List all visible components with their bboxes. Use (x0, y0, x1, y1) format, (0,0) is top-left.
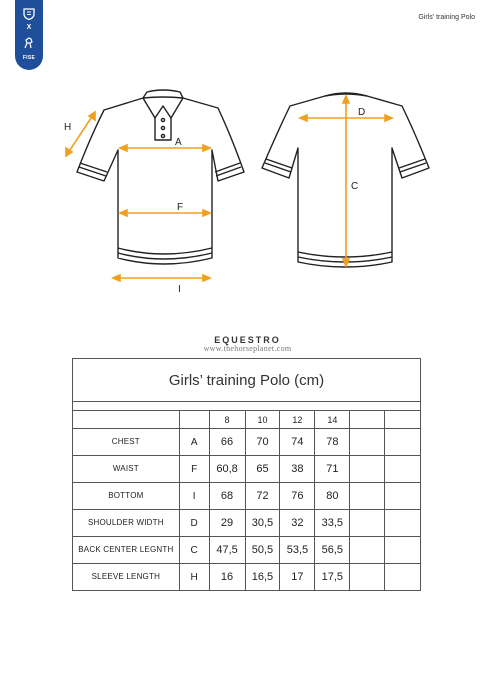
measurement-code: D (179, 510, 209, 537)
measure-lines (66, 96, 392, 281)
measurement-value (385, 483, 421, 510)
measurement-code: A (179, 429, 209, 456)
measurement-value: 68 (209, 483, 245, 510)
measurement-code: H (179, 564, 209, 591)
measurement-value: 56,5 (315, 537, 350, 564)
badge-org: FISE (22, 55, 36, 61)
measurement-value (350, 564, 385, 591)
measurement-code: F (179, 456, 209, 483)
measurement-value (350, 456, 385, 483)
measurement-value: 50,5 (245, 537, 280, 564)
spacer-row (73, 402, 421, 411)
measurement-value: 78 (315, 429, 350, 456)
label-f: F (177, 202, 184, 213)
measurement-name: WAIST (73, 456, 180, 483)
label-h: H (64, 122, 72, 133)
measurement-value (385, 564, 421, 591)
measurement-value: 16 (209, 564, 245, 591)
table-row (73, 483, 421, 510)
measurement-name: CHEST (73, 429, 180, 456)
header-empty (179, 411, 209, 429)
size-header: 10 (245, 411, 280, 429)
measurement-value (350, 510, 385, 537)
measurement-value: 70 (245, 429, 280, 456)
size-table (72, 358, 421, 591)
measurement-value: 72 (245, 483, 280, 510)
measurement-value: 53,5 (280, 537, 315, 564)
label-d: D (358, 107, 366, 118)
measurement-value (385, 510, 421, 537)
label-c: C (351, 181, 359, 192)
measurement-value: 60,8 (209, 456, 245, 483)
size-header: 12 (280, 411, 315, 429)
brand-name: EQUESTRO (214, 335, 281, 345)
measurement-value (385, 537, 421, 564)
measurement-value: 33,5 (315, 510, 350, 537)
garment-illustration (0, 0, 495, 300)
measurement-value: 80 (315, 483, 350, 510)
size-header (350, 411, 385, 429)
table-row (73, 429, 421, 456)
size-header: 8 (209, 411, 245, 429)
measurement-value: 38 (280, 456, 315, 483)
website-watermark: www.thehorseplanet.com (203, 344, 292, 353)
table-row (73, 537, 421, 564)
label-a: A (175, 137, 182, 148)
header-empty (73, 411, 180, 429)
measurement-value: 66 (209, 429, 245, 456)
measurement-value (350, 429, 385, 456)
polo-front (77, 90, 244, 264)
measurement-name: SLEEVE LENGTH (73, 564, 180, 591)
size-header: 14 (315, 411, 350, 429)
measurement-value: 76 (280, 483, 315, 510)
badge-x: X (26, 24, 32, 31)
document-title: Girls' training Polo (418, 14, 475, 21)
measurement-value: 65 (245, 456, 280, 483)
measurement-name: SHOULDER WIDTH (73, 510, 180, 537)
measurement-value: 71 (315, 456, 350, 483)
measurement-value: 32 (280, 510, 315, 537)
measurement-value: 74 (280, 429, 315, 456)
measurement-value: 29 (209, 510, 245, 537)
measurement-value (350, 483, 385, 510)
table-row (73, 456, 421, 483)
measurement-value (350, 537, 385, 564)
size-header-row (73, 411, 421, 429)
measurement-value: 16,5 (245, 564, 280, 591)
measurement-name: BOTTOM (73, 483, 180, 510)
table-caption: Girls’ training Polo (cm) (73, 359, 421, 402)
label-i: I (178, 284, 181, 295)
measurement-value: 47,5 (209, 537, 245, 564)
measurement-code: I (179, 483, 209, 510)
measurement-value: 17,5 (315, 564, 350, 591)
size-header (385, 411, 421, 429)
measurement-code: C (179, 537, 209, 564)
measurement-value: 17 (280, 564, 315, 591)
table-row (73, 510, 421, 537)
measurement-value (385, 456, 421, 483)
table-row (73, 564, 421, 591)
measurement-value: 30,5 (245, 510, 280, 537)
measurement-name: BACK CENTER LEGNTH (73, 537, 180, 564)
measurement-value (385, 429, 421, 456)
